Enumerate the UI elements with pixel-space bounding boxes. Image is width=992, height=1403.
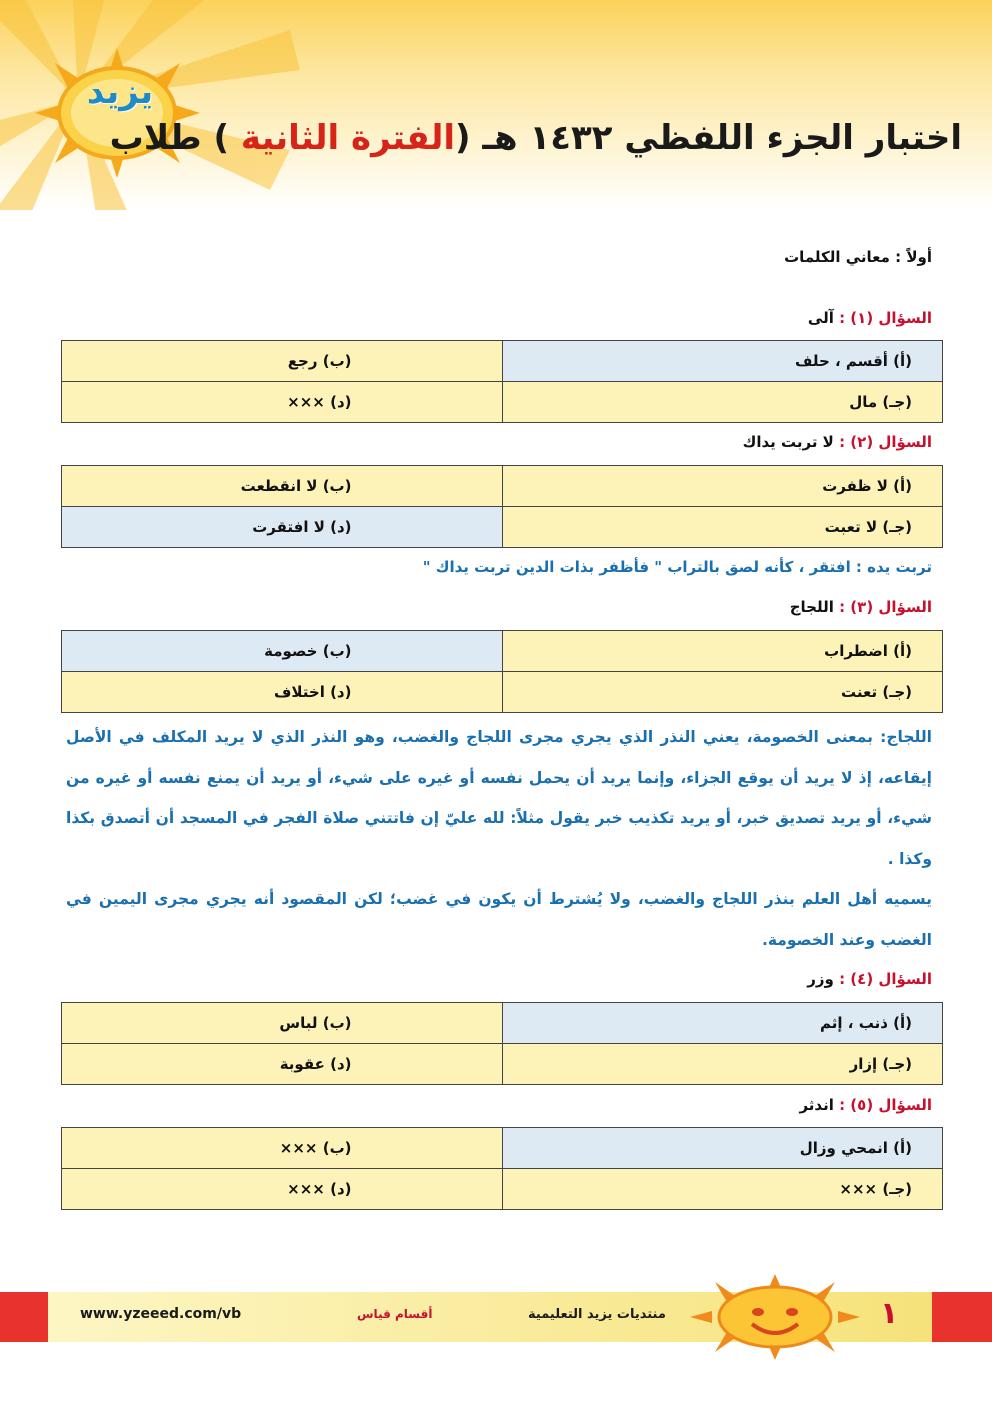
- question-1-word: آلى: [807, 309, 840, 327]
- sun-logo-icon: [30, 38, 205, 188]
- page-title: اختبار الجزء اللفظي ١٤٣٢ هـ (الفترة الثانية ) طلاب: [109, 118, 962, 158]
- footer-sun-icon: [690, 1274, 860, 1360]
- question-5-options: [61, 1127, 943, 1210]
- option-b[interactable]: (ب) ×××: [62, 1128, 503, 1169]
- question-2-note: تربت يده : افتقر ، كأنه لصق بالتراب " فأظفر بذات الدين تربت يداك ": [422, 558, 932, 576]
- option-b[interactable]: (ب) خصومة: [62, 631, 503, 672]
- option-a[interactable]: (أ) اضطراب: [502, 631, 943, 672]
- question-5-label: السؤال (٥) : اندثر: [799, 1096, 932, 1114]
- option-d[interactable]: (د) عقوبة: [62, 1044, 503, 1085]
- question-4-label: السؤال (٤) : وزر: [807, 970, 932, 988]
- explanation-paragraph-2: يسميه أهل العلم بنذر اللجاج والغضب، ولا يُشترط أن يكون في غضب؛ لكن المقصود أنه يجري مجرى اليمين في الغضب وعند الخصومة.: [66, 890, 932, 949]
- question-5-word: اندثر: [799, 1096, 840, 1114]
- option-c[interactable]: (جـ) مال: [502, 382, 943, 423]
- question-2-label: السؤال (٢) : لا تربت يداك: [742, 433, 932, 451]
- option-d[interactable]: (د) ×××: [62, 1169, 503, 1210]
- page-number: ١: [880, 1296, 899, 1331]
- question-1-options: [61, 340, 943, 423]
- option-a[interactable]: (أ) ذنب ، إثم: [502, 1003, 943, 1044]
- option-d[interactable]: (د) ×××: [62, 382, 503, 423]
- option-d[interactable]: (د) لا افتقرت: [62, 507, 503, 548]
- option-c[interactable]: (جـ) لا تعبت: [502, 507, 943, 548]
- question-3-options: [61, 630, 943, 713]
- footer-url-link[interactable]: www.yzeeed.com/vb: [80, 1306, 242, 1322]
- option-b[interactable]: (ب) لا انقطعت: [62, 466, 503, 507]
- option-d[interactable]: (د) اختلاف: [62, 672, 503, 713]
- logo-text: يزيد: [86, 72, 154, 112]
- footer-section-link[interactable]: أقسام قياس: [357, 1307, 433, 1321]
- option-c[interactable]: (جـ) ×××: [502, 1169, 943, 1210]
- question-2-word: لا تربت يداك: [742, 433, 840, 451]
- question-3-label: السؤال (٣) : اللجاج: [789, 598, 932, 616]
- explanation-paragraph-1: اللجاج: بمعنى الخصومة، يعني النذر الذي يجري مجرى اللجاج والغضب، وهو النذر الذي لا يريد المكلف في الأصل إيقاعه، إذ لا يريد أن يوقع الجزاء، وإنما يريد أن يحمل نفسه أو غيره على شيء، أو يريد أن يمنع نفسه أو غيره من شيء، أو يريد تصديق خبر، أو يريد تكذيب خبر يقول مثلاً: لله عليّ إن فاتتني صلاة الفجر في المسجد أن أتصدق بكذا وكذا .: [66, 728, 932, 868]
- option-c[interactable]: (جـ) إزار: [502, 1044, 943, 1085]
- footer-red-block-right: [932, 1292, 992, 1342]
- footer-red-block-left: [0, 1292, 48, 1342]
- question-1-label: السؤال (١) : آلى: [807, 309, 932, 327]
- page-footer: [0, 1292, 992, 1342]
- question-4-options: [61, 1002, 943, 1085]
- option-a[interactable]: (أ) أقسم ، حلف: [502, 341, 943, 382]
- question-2-options: [61, 465, 943, 548]
- question-3-explanation: [66, 717, 932, 960]
- title-highlight: الفترة الثانية: [240, 118, 456, 158]
- option-a[interactable]: (أ) انمحي وزال: [502, 1128, 943, 1169]
- footer-forum-name: منتديات يزيد التعليمية: [528, 1307, 666, 1322]
- question-3-word: اللجاج: [789, 598, 840, 616]
- section-heading: أولاً : معاني الكلمات: [784, 248, 932, 266]
- question-4-word: وزر: [807, 970, 840, 988]
- option-b[interactable]: (ب) لباس: [62, 1003, 503, 1044]
- option-c[interactable]: (جـ) تعنت: [502, 672, 943, 713]
- option-a[interactable]: (أ) لا ظفرت: [502, 466, 943, 507]
- page-header: [0, 0, 992, 210]
- option-b[interactable]: (ب) رجع: [62, 341, 503, 382]
